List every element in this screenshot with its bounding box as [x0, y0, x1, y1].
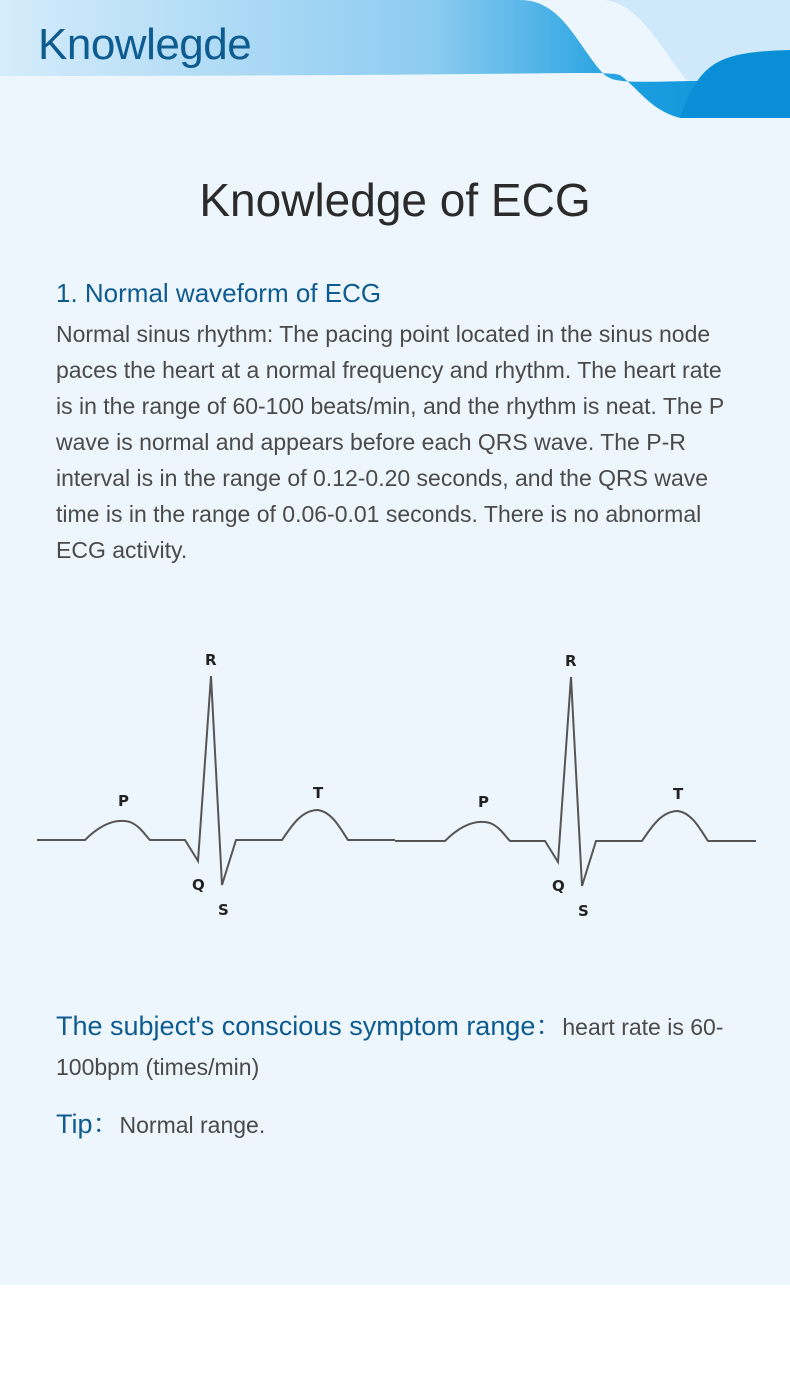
- ecg-trace-1: [37, 676, 395, 885]
- ecg-label-s: S: [218, 901, 229, 919]
- ecg-label-p: P: [118, 792, 129, 810]
- symptom-range-value: heart rate is 60-100bpm (times/min): [56, 1014, 724, 1080]
- tip-label: Tip：: [56, 1109, 120, 1139]
- ecg-beat-2: [395, 652, 756, 920]
- section-body: Normal sinus rhythm: The pacing point located in the sinus node paces the heart at a normal frequency and rhythm. The heart rate is in the range of 60-100 beats/min, and the rhythm is neat. The P wave is normal and appears before each QRS wave. The P-R interval is in the range of 0.12-0.20 seconds, and the QRS wave time is in the range of 0.06-0.01 seconds. There is no abnormal ECG activity.: [56, 321, 724, 563]
- ecg-label-p: P: [478, 793, 489, 811]
- ecg-label-t: T: [673, 785, 684, 803]
- ecg-waveform-diagram: [0, 630, 790, 930]
- ecg-label-r: R: [205, 651, 217, 669]
- ecg-beat-1: [37, 651, 395, 919]
- header-title: Knowlegde: [38, 20, 252, 69]
- tip: [56, 1106, 265, 1147]
- page-title: Knowledge of ECG: [199, 174, 591, 226]
- symptom-range-label: The subject's conscious symptom range：: [56, 1011, 563, 1041]
- symptom-range: [56, 1008, 746, 1089]
- ecg-label-r: R: [565, 652, 577, 670]
- section-heading: 1. Normal waveform of ECG: [56, 278, 382, 308]
- ecg-trace-2: [395, 677, 756, 886]
- ecg-label-t: T: [313, 784, 324, 802]
- ecg-label-q: Q: [192, 876, 205, 894]
- tip-value: Normal range.: [119, 1112, 266, 1138]
- ecg-label-s: S: [578, 902, 589, 920]
- ecg-label-q: Q: [552, 877, 565, 895]
